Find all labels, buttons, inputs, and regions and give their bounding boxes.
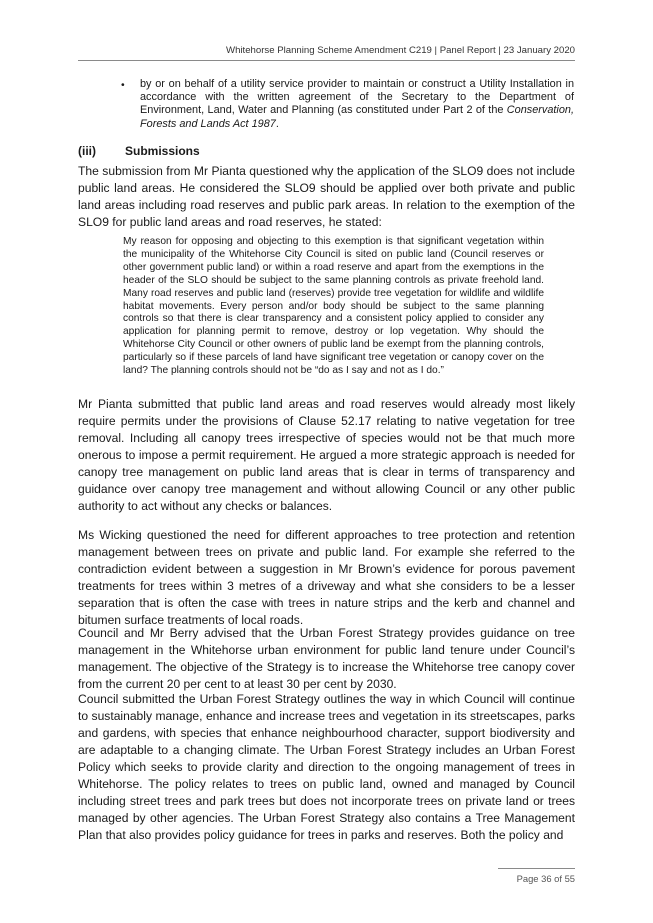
paragraph-wicking: Ms Wicking questioned the need for different approaches to tree protection and retention management between trees on private and public land. For example she referred to the contradiction evident between a suggestion in Mr Brown’s evidence for porous pavement treatments for trees within 3 metres of a driveway and what she considers to be a lesser separation that is often the case with trees in nature strips and the kerb and channel and bitumen surface treatments of local roads. — [78, 528, 575, 627]
paragraph-urban-forest-strategy: Council submitted the Urban Forest Strategy outlines the way in which Council will continue to sustainably manage, enhance and increase trees and vegetation in its streetscapes, parks and gardens, with species that enhance neighbourhood character, support biodiversity and are adaptable to a changing climate. The Urban Forest Strategy includes an Urban Forest Policy which seeks to provide clarity and direction to the ongoing management of trees in Whitehorse. The policy relates to trees on public land, owned and managed by Council including street trees and park trees but does not incorporate trees on private land or trees managed by other agencies. The Urban Forest Strategy also contains a Tree Management Plan that also provides policy guidance for trees in parks and reserves. Both the policy and — [78, 692, 575, 842]
paragraph-pianta-permits: Mr Pianta submitted that public land areas and road reserves would already most likely require permits under the provisions of Clause 52.17 relating to native vegetation for tree removal. Including all canopy trees irrespective of species would not be that much more onerous to impose a permit requirement. He argued a more strategic approach is needed for canopy tree management on public land areas that is clear in terms of transparency and guidance over canopy tree management and without allowing Council or any other public authority to act without any checks or balances. — [78, 397, 575, 513]
block-quote-pianta: My reason for opposing and objecting to this exemption is that significant vegetation within the municipality of the Whitehorse City Council is sited on public land (Council reserves or other government public land) or within a road reserve and apart from the exemptions in the header of the SLO should be subject to the same planning controls as private freehold land. Many road reserves and public land (reserves) provide tree vegetation for wildlife and wildlife habitat movements. Every person and/or body should be subject to the same planning controls so that there is clear transparency and a consistent policy applied to consider any application for planning permit to remove, destroy or lop vegetation. Why should the Whitehorse City Council or other owners of public land be exempt from the planning controls, particularly so if these parcels of land have significant tree vegetation or canopy cover on the land? The planning controls should not be “do as I say and not as I do.” — [123, 236, 544, 377]
section-title: Submissions — [125, 144, 200, 158]
footer-divider — [498, 868, 575, 869]
running-header: Whitehorse Planning Scheme Amendment C219 | Panel Report | 23 January 2020 — [226, 45, 575, 56]
paragraph-pianta-submission: The submission from Mr Pianta questioned why the application of the SLO9 does not include public land areas. He considered the SLO9 should be applied over both private and public land areas including road reserves and public park areas. In relation to the exemption of the SLO9 for public land areas and road reserves, he stated: — [78, 164, 575, 229]
bullet-item — [140, 78, 574, 131]
page-number: Page 36 of 55 — [516, 873, 575, 884]
bullet-item-end: . — [275, 117, 279, 130]
act-title: Conservation, Forests and Lands Act 1987 — [140, 104, 574, 130]
paragraph-council-berry: Council and Mr Berry advised that the Urban Forest Strategy provides guidance on tree management in the Whitehorse urban environment for public land tenure under Council’s management. The objective of the Strategy is to increase the Whitehorse tree canopy cover from the current 20 per cent to at least 30 per cent by 2030. — [78, 626, 575, 691]
bullet-item-text: by or on behalf of a utility service provider to maintain or construct a Utility Installation in accordance with the written agreement of the Secretary to the Department of Environment, Land, Water and Planning (as constituted under Part 2 of the — [140, 78, 574, 117]
header-divider — [78, 60, 575, 61]
bullet-glyph: • — [121, 80, 125, 91]
section-number: (iii) — [78, 144, 96, 158]
